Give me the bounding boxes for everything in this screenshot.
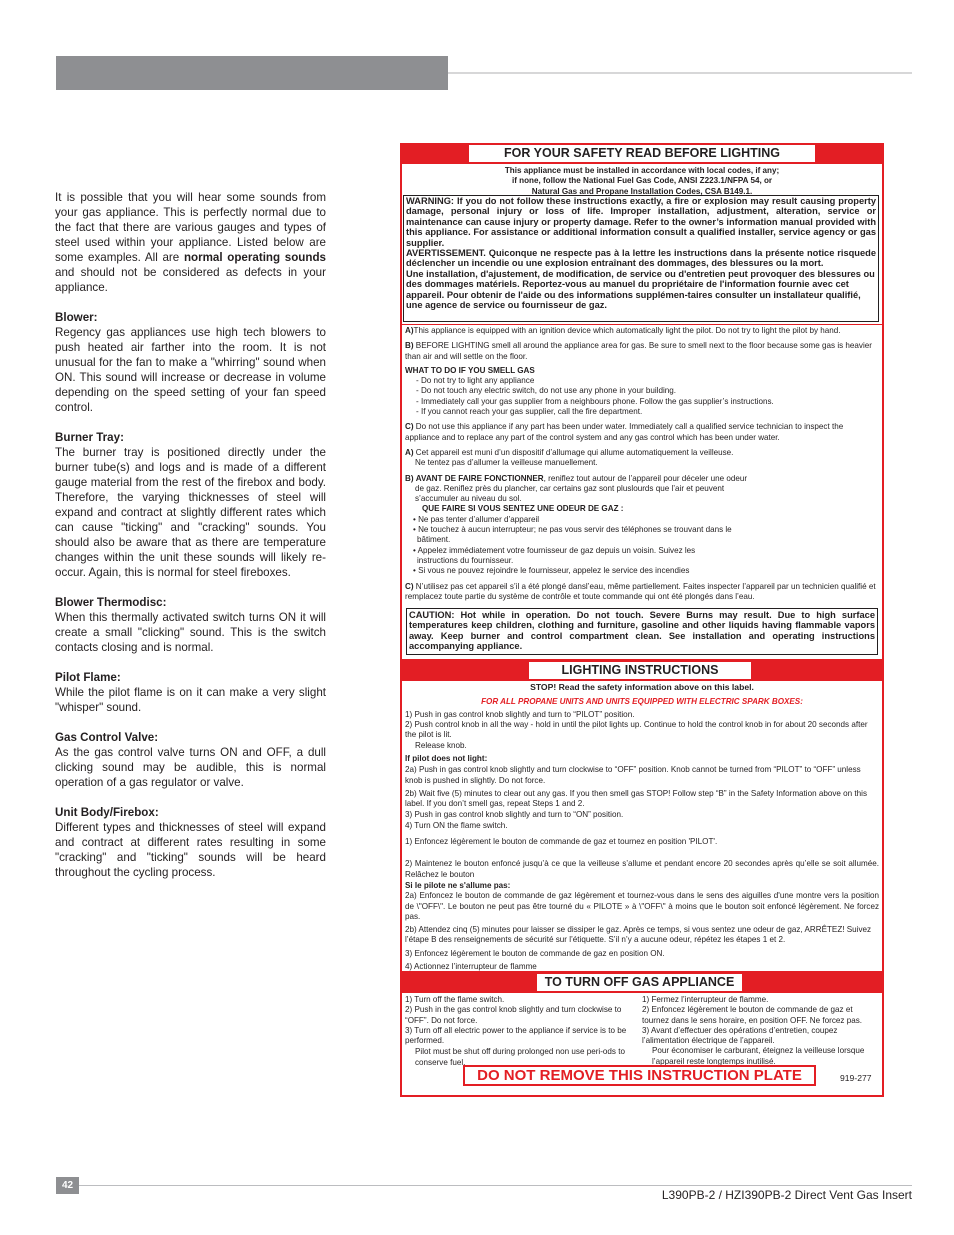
fr-smell-title: QUE FAIRE SI VOUS SENTEZ UNE ODEUR DE GAZ : xyxy=(422,504,624,514)
section-heading: Gas Control Valve: xyxy=(55,731,159,744)
safety-item-b xyxy=(402,336,882,362)
caution-box: CAUTION: Hot while in operation. Do not touch. Severe Burns may result. Due to high surface temperatures keep children, clothing and furniture, gasoline and other liquids having flammable vapors away. Keep burner and control compartment clean. See installation and operating instructions accompanying appliance. xyxy=(406,608,878,655)
install-note-line: This appliance must be installed in accordance with local codes, if any; xyxy=(504,166,780,175)
item-label: C) xyxy=(405,581,414,591)
fr-item-c xyxy=(402,577,882,603)
footer-rule xyxy=(56,1185,912,1186)
page-number: 42 xyxy=(56,1177,79,1194)
item-label: A) xyxy=(405,326,414,335)
fr-lighting-step: 2a) Enfoncez le bouton de commande de gaz légèrement et tournez-vous dans le sens des aiguilles d'une montre vers la position de \"OFF\". Le bouton ne peut pas être tourné du « PILOTE » à \"OFF\" à moins que le bouton soit enfoncé légèrement. Ne forcez pas. xyxy=(405,891,879,921)
section-text: When this thermally activated switch turns ON it will create a small "clicking" sound. This is the switch contacts closing and is normal. xyxy=(55,611,326,654)
lighting-panel xyxy=(402,681,882,971)
pilot-fail-heading: If pilot does not light: xyxy=(405,753,488,763)
propane-note: FOR ALL PROPANE UNITS AND UNITS EQUIPPED WITH ELECTRIC SPARK BOXES: xyxy=(481,696,803,706)
warning-panel xyxy=(402,164,882,324)
fr-smell-item: • Appelez immédiatement votre fournisseur de gaz depuis un voisin. Suivez les xyxy=(413,545,696,555)
item-label: C) xyxy=(405,422,414,432)
smell-item: - If you cannot reach your gas supplier, call the fire department. xyxy=(416,407,643,417)
header-rule xyxy=(448,72,912,74)
turn-off-fr xyxy=(642,995,874,1067)
warning-fr-2: Une installation, d'ajustement, de modification, de service ou d'entretien peut provoquer des blessures ou des dommages matériels. Reportez-vous au manuel du propriétaire de l'information fournie avec cet appareil. Pour obtenir de l'aide ou des informations supplémen-taires consulter un installateur qualifié, une agence de service ou fournisseur de gaz. xyxy=(406,268,875,311)
section-text: The burner tray is positioned directly under the burner tube(s) and logs and is made of a different gauge material from the rest of the firebox and body. Therefore, the varying thicknesses of steel will expand and contract at slightly different rates which can cause "ticking" and "cracking" sounds. You should also be aware that as there are temperature changes within the unit these sounds will likely re-occur. Again, this is normal for steel fireboxes. xyxy=(55,446,326,579)
item-text: This appliance is equipped with an ignition device which automatically light the pilot. Do not try to light the pilot by hand. xyxy=(413,326,841,335)
safety-body-panel xyxy=(402,325,882,659)
fr-smell-item: • Si vous ne pouvez rejoindre le fournisseur, appelez le service des incendies xyxy=(413,566,690,576)
turn-off-step: 2) Push in the gas control knob slightly and turn clockwise to “OFF”. Do not force. xyxy=(405,1005,622,1025)
section-unit-body xyxy=(55,805,326,880)
intro-bold: normal operating sounds xyxy=(183,251,326,264)
stop-notice: STOP! Read the safety information above on this label. xyxy=(530,682,754,692)
lighting-steps-2 xyxy=(402,764,882,831)
turn-off-step-fr: 2) Enfoncez légèrement le bouton de commande de gaz et tournez dans le sens horaire, en position OFF. Ne forcez pas. xyxy=(642,1005,862,1025)
safety-title: FOR YOUR SAFETY READ BEFORE LIGHTING xyxy=(469,145,815,162)
turn-off-note: Pilot must be shut off during prolonged non use peri-ods to conserve fuel. xyxy=(415,1047,625,1067)
item-text: Do not use this appliance if any part has been under water. Immediately call a qualified service technician to inspect the appliance and to replace any part of the control system and any gas control which has been under water. xyxy=(405,422,844,442)
install-note-line: if none, follow the National Fuel Gas Code, ANSI Z223.1/NFPA 54, or xyxy=(511,176,773,186)
section-pilot-flame xyxy=(55,670,326,715)
smell-gas-title: WHAT TO DO IF YOU SMELL GAS xyxy=(405,365,535,375)
warning-fr: AVERTISSEMENT. Quiconque ne respecte pas à la lettre les instructions dans la présente notice risquede déclencher un incendie ou une explosion entraînant des dommages, des blessures ou la mort. xyxy=(406,248,876,269)
fr-lighting-step: 2) Maintenez le bouton enfoncé jusqu’à ce que la veilleuse s’allume et pendant encore 20 secondes après qu’elle se soit allumée. Relâchez le bouton xyxy=(405,859,879,879)
install-note xyxy=(402,164,882,197)
item-bold: AVANT DE FAIRE FONCTIONNER xyxy=(415,473,544,483)
operating-sounds-column xyxy=(55,190,326,880)
smell-gas-list xyxy=(402,376,882,417)
turn-off-en xyxy=(405,995,637,1068)
section-heading: Unit Body/Firebox: xyxy=(55,806,159,819)
item-text: , reniflez tout autour de l’appareil pour déceler une odeur xyxy=(543,473,748,483)
section-heading: Pilot Flame: xyxy=(55,671,121,684)
lighting-step: 1) Push in gas control knob slightly and turn to “PILOT” position. xyxy=(405,709,635,719)
fr-item-a xyxy=(402,443,882,469)
section-text: Regency gas appliances use high tech blowers to push heated air farther into the room. It is not unusual for the fan to make a "whirring" sound when ON. This sound will increase or decrease in volume depending on the speed setting of your fan speed control. xyxy=(55,326,326,414)
turn-off-title: TO TURN OFF GAS APPLIANCE xyxy=(537,974,742,991)
turn-off-panel xyxy=(402,993,882,1095)
warning-en: WARNING: If you do not follow these instructions exactly, a fire or explosion may result causing property damage, personal injury or loss of life. Improper installation, adjustment, alteration, service or maintenance can cause injury or property damage. Refer to the owner’s information manual provided with this appliance. For assistance or additional information consult a qualified installer, service agency or gas supplier. xyxy=(406,196,876,248)
intro-end: and should not be considered as defects in your appliance. xyxy=(55,266,326,294)
do-not-remove-label: DO NOT REMOVE THIS INSTRUCTION PLATE xyxy=(463,1065,816,1086)
fr-smell-item: instructions du fournisseur. xyxy=(417,555,514,565)
section-blower xyxy=(55,310,326,415)
item-text: Cet appareil est muni d’un dispositif d’allumage qui allume automatiquement la veilleuse. xyxy=(415,447,734,457)
lighting-steps xyxy=(402,707,882,751)
intro-paragraph xyxy=(55,190,326,295)
fr-smell-item: • Ne pas tenter d’allumer d’appareil xyxy=(413,514,540,524)
lighting-step: 2b) Wait five (5) minutes to clear out any gas. If you then smell gas STOP! Follow step “B” in the Safety Information above on this label. If you don’t smell gas, repeat Steps 1 and 2. xyxy=(405,788,868,809)
safety-item-a xyxy=(402,325,882,336)
section-heading: Blower Thermodisc: xyxy=(55,596,167,609)
section-blower-thermodisc xyxy=(55,595,326,655)
section-gas-control-valve xyxy=(55,730,326,790)
section-text: As the gas control valve turns ON and OFF, a dull clicking sound may be audible, this is normal operation of a gas regulator or valve. xyxy=(55,746,326,789)
part-number: 919-277 xyxy=(840,1073,872,1083)
lighting-step: 2a) Push in gas control knob slightly and turn clockwise to “OFF” position. Knob cannot be turned from “PILOT” to “OFF” unless knob is pushed in slightly. Do not force. xyxy=(405,765,861,785)
item-label: A) xyxy=(405,447,414,457)
warning-box xyxy=(403,195,879,322)
turn-off-step-fr: 1) Fermez l’interrupteur de flamme. xyxy=(642,995,769,1004)
footer-model: L390PB-2 / HZI390PB-2 Direct Vent Gas Insert xyxy=(661,1188,912,1202)
section-heading: Blower: xyxy=(55,311,98,324)
turn-off-step: 3) Turn off all electric power to the appliance if service is to be performed. xyxy=(405,1025,627,1046)
install-note-line: Natural Gas and Propane Installation Codes, CSA B149.1. xyxy=(531,186,753,196)
section-text: Different types and thicknesses of steel will expand and contract at different rates resulting in some "cracking" and "ticking" sounds will be heard throughout the cycling process. xyxy=(55,821,326,879)
fr-lighting-step: 2b) Attendez cinq (5) minutes pour laisser se dissiper le gaz. Après ce temps, si vous sentez une odeur de gaz, ARRÊTEZ! Suivez l’étape B des renseignements de sécurité sur l’étiquette. S’il n’y a aucune odeur, répétez les étapes 1 et 2. xyxy=(405,925,872,945)
item-text: BEFORE LIGHTING smell all around the appliance area for gas. Be sure to smell next to the floor because some gas is heavier than air and will settle on the floor. xyxy=(405,341,872,361)
lighting-step: Release knob. xyxy=(415,740,467,750)
smell-item: - Do not touch any electric switch, do not use any phone in your building. xyxy=(416,386,677,396)
fr-smell-item: • Ne touchez à aucun interrupteur; ne pas vous servir des téléphones se trouvant dans le xyxy=(413,525,732,535)
safety-instruction-plate xyxy=(400,143,884,1097)
header-bar xyxy=(56,56,448,90)
lighting-step: 2) Push control knob in all the way - hold in until the pilot lights up. Continue to hold the control knob in for about 20 seconds after the pilot is lit. xyxy=(405,720,868,740)
section-burner-tray xyxy=(55,430,326,580)
fr-pilot-fail-heading: Si le pilote ne s'allume pas: xyxy=(405,880,511,890)
lighting-step: 4) Turn ON the flame switch. xyxy=(405,820,508,830)
smell-item: - Do not try to light any appliance xyxy=(416,376,535,386)
section-text: While the pilot flame is on it can make a very slight "whisper" sound. xyxy=(55,686,326,714)
turn-off-step-fr: 3) Avant d’effectuer des opérations d’entretien, coupez l’alimentation électrique de l’appareil. xyxy=(642,1025,838,1046)
fr-smell-item: bâtiment. xyxy=(417,535,451,545)
fr-lighting-step: 4) Actionnez l’interrupteur de flamme xyxy=(405,962,537,972)
item-text-2: de gaz. Reniflez près du plancher, car certains gaz sont pluslourds que l’air et peuvent xyxy=(415,483,725,493)
lighting-title: LIGHTING INSTRUCTIONS xyxy=(529,662,751,679)
lighting-step: 3) Push in gas control knob slightly and turn to “ON” position. xyxy=(405,810,624,820)
item-label: B) xyxy=(405,473,414,483)
fr-smell-list xyxy=(402,515,882,577)
safety-item-c xyxy=(402,417,882,443)
item-text-3: s’accumuler au niveau du sol. xyxy=(415,494,522,504)
smell-item: - Immediately call your gas supplier from a neighbours phone. Follow the gas supplier’s instructions. xyxy=(416,396,774,406)
turn-off-step: 1) Turn off the flame switch. xyxy=(405,995,505,1004)
fr-lighting-step: 3) Enfoncez légèrement le bouton de commande de gaz en position ON. xyxy=(405,948,665,958)
fr-lighting-step: 1) Enfoncez légèrement le bouton de commande de gaz et tournez en position 'PILOT'. xyxy=(405,837,718,847)
item-text-2: Ne tentez pas d’allumer la veilleuse manuellement. xyxy=(415,458,598,468)
fr-item-b xyxy=(402,469,882,505)
intro-text: It is possible that you will hear some sounds from your gas appliance. This is perfectly normal due to the fact that there are various gauges and types of steel used within your appliance. Listed below are some examples. All are xyxy=(55,191,326,264)
turn-off-note-fr: Pour économiser le carburant, éteignez la veilleuse lorsque l’appareil reste longtemps inutilisé. xyxy=(652,1046,865,1066)
section-heading: Burner Tray: xyxy=(55,431,124,444)
item-label: B) xyxy=(405,341,414,351)
item-text: N’utilisez pas cet appareil s’il a été plongé dansl’eau, même partiellement. Faites inspecter l’appareil par un technicien qualifié et remplacez toute partie du système de contrôle et toute commande qui ont été plongés dans l’eau. xyxy=(405,581,876,601)
